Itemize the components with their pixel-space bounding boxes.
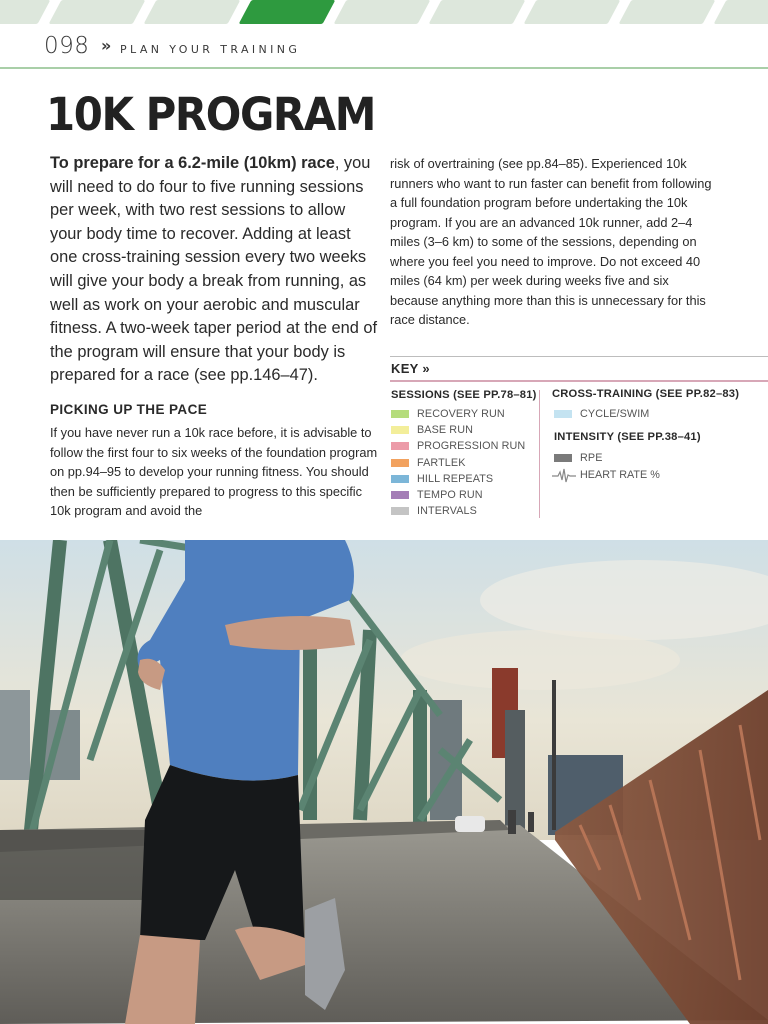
cross-training-legend: [554, 406, 649, 422]
intro-text: , you will need to do four to five running sessions per week, with two rest sessions to allow your body time to recover. Adding at least one cross-training session every two weeks will give your body a break from running, as well as work on your aerobic and muscular fitness. A two-week taper period at the end of the program will ensure that your body is prepared for a race (see pp.146–47).: [50, 154, 378, 385]
cross-training-label: CYCLE/SWIM: [580, 408, 650, 421]
heartbeat-icon: [552, 467, 576, 483]
cross-training-swatch: [554, 410, 572, 418]
intensity-legend: [554, 450, 603, 466]
session-label: PROGRESSION RUN: [417, 440, 526, 453]
section-tab: [0, 0, 50, 24]
runner-photo: [0, 540, 768, 1024]
right-column-text: risk of overtraining (see pp.84–85). Experienced 10k runners who want to run faster can benefit from following a full foundation program before undertaking the 10k program. If you are an advanced 10k runner, add 2–4 miles (3–6 km) to some of the sessions, depending on where you feel you need to improve. Do not exceed 40 miles (64 km) per week during weeks five and six because anything more than this is unnecessary for this race distance.: [390, 156, 712, 327]
sessions-legend: [391, 406, 525, 519]
session-label: RECOVERY RUN: [417, 408, 505, 421]
section-tab: [619, 0, 716, 24]
intensity-heading: INTENSITY (SEE PP.38–41): [554, 431, 701, 443]
double-chevron-icon: »: [101, 36, 109, 55]
section-tab: [714, 0, 768, 24]
session-item: [391, 455, 525, 471]
session-swatch: [391, 491, 409, 499]
page-title: 10K PROGRAM: [46, 88, 375, 141]
intro-paragraph: [50, 152, 380, 388]
section-tab: [429, 0, 526, 24]
section-tab: [524, 0, 621, 24]
intro-lead: To prepare for a 6.2-mile (10km) race: [50, 154, 335, 172]
key-title: [391, 361, 430, 376]
session-swatch: [391, 459, 409, 467]
heart-rate-label: HEART RATE %: [580, 469, 660, 481]
section-tab: [144, 0, 241, 24]
key-title-text: KEY: [391, 361, 419, 376]
section-tab: [334, 0, 431, 24]
session-label: BASE RUN: [417, 424, 473, 437]
sessions-heading: SESSIONS (SEE PP.78–81): [391, 389, 537, 401]
section-tab-active: [239, 0, 336, 24]
session-swatch: [391, 475, 409, 483]
cross-training-item: [554, 406, 649, 422]
session-item: [391, 422, 525, 438]
session-item: [391, 406, 525, 422]
session-label: FARTLEK: [417, 456, 466, 469]
page-number: 098: [44, 33, 90, 59]
session-label: HILL REPEATS: [417, 472, 494, 485]
rpe-label: RPE: [580, 452, 603, 465]
session-label: TEMPO RUN: [417, 489, 483, 502]
session-item: [391, 471, 525, 487]
session-swatch: [391, 426, 409, 434]
cross-training-heading: CROSS-TRAINING (SEE PP.82–83): [552, 388, 740, 400]
runner-on-bridge-illustration: [0, 540, 768, 1024]
session-item: [391, 487, 525, 503]
double-chevron-icon: »: [422, 361, 430, 376]
session-swatch: [391, 507, 409, 515]
key-top-rule: [390, 356, 768, 357]
section-title: PLAN YOUR TRAINING: [120, 43, 301, 56]
rpe-item: [554, 450, 603, 466]
session-swatch: [391, 410, 409, 418]
rpe-swatch: [554, 454, 572, 462]
session-swatch: [391, 442, 409, 450]
pace-body: If you have never run a 10k race before, it is advisable to follow the first four to six weeks of the foundation program on pp.94–95 to develop your running fitness. You should then be sufficiently prepared to progress to this specific 10k program and avoid the: [50, 425, 378, 519]
section-tabs: [0, 0, 768, 24]
session-item: [391, 503, 525, 519]
section-tab: [49, 0, 146, 24]
pace-heading: PICKING UP THE PACE: [50, 402, 208, 417]
heart-rate-item: [552, 467, 660, 483]
key-underline: [390, 380, 768, 382]
key-divider: [539, 390, 540, 518]
session-item: [391, 438, 525, 454]
header-rule: [0, 67, 768, 69]
session-label: INTERVALS: [417, 505, 477, 518]
